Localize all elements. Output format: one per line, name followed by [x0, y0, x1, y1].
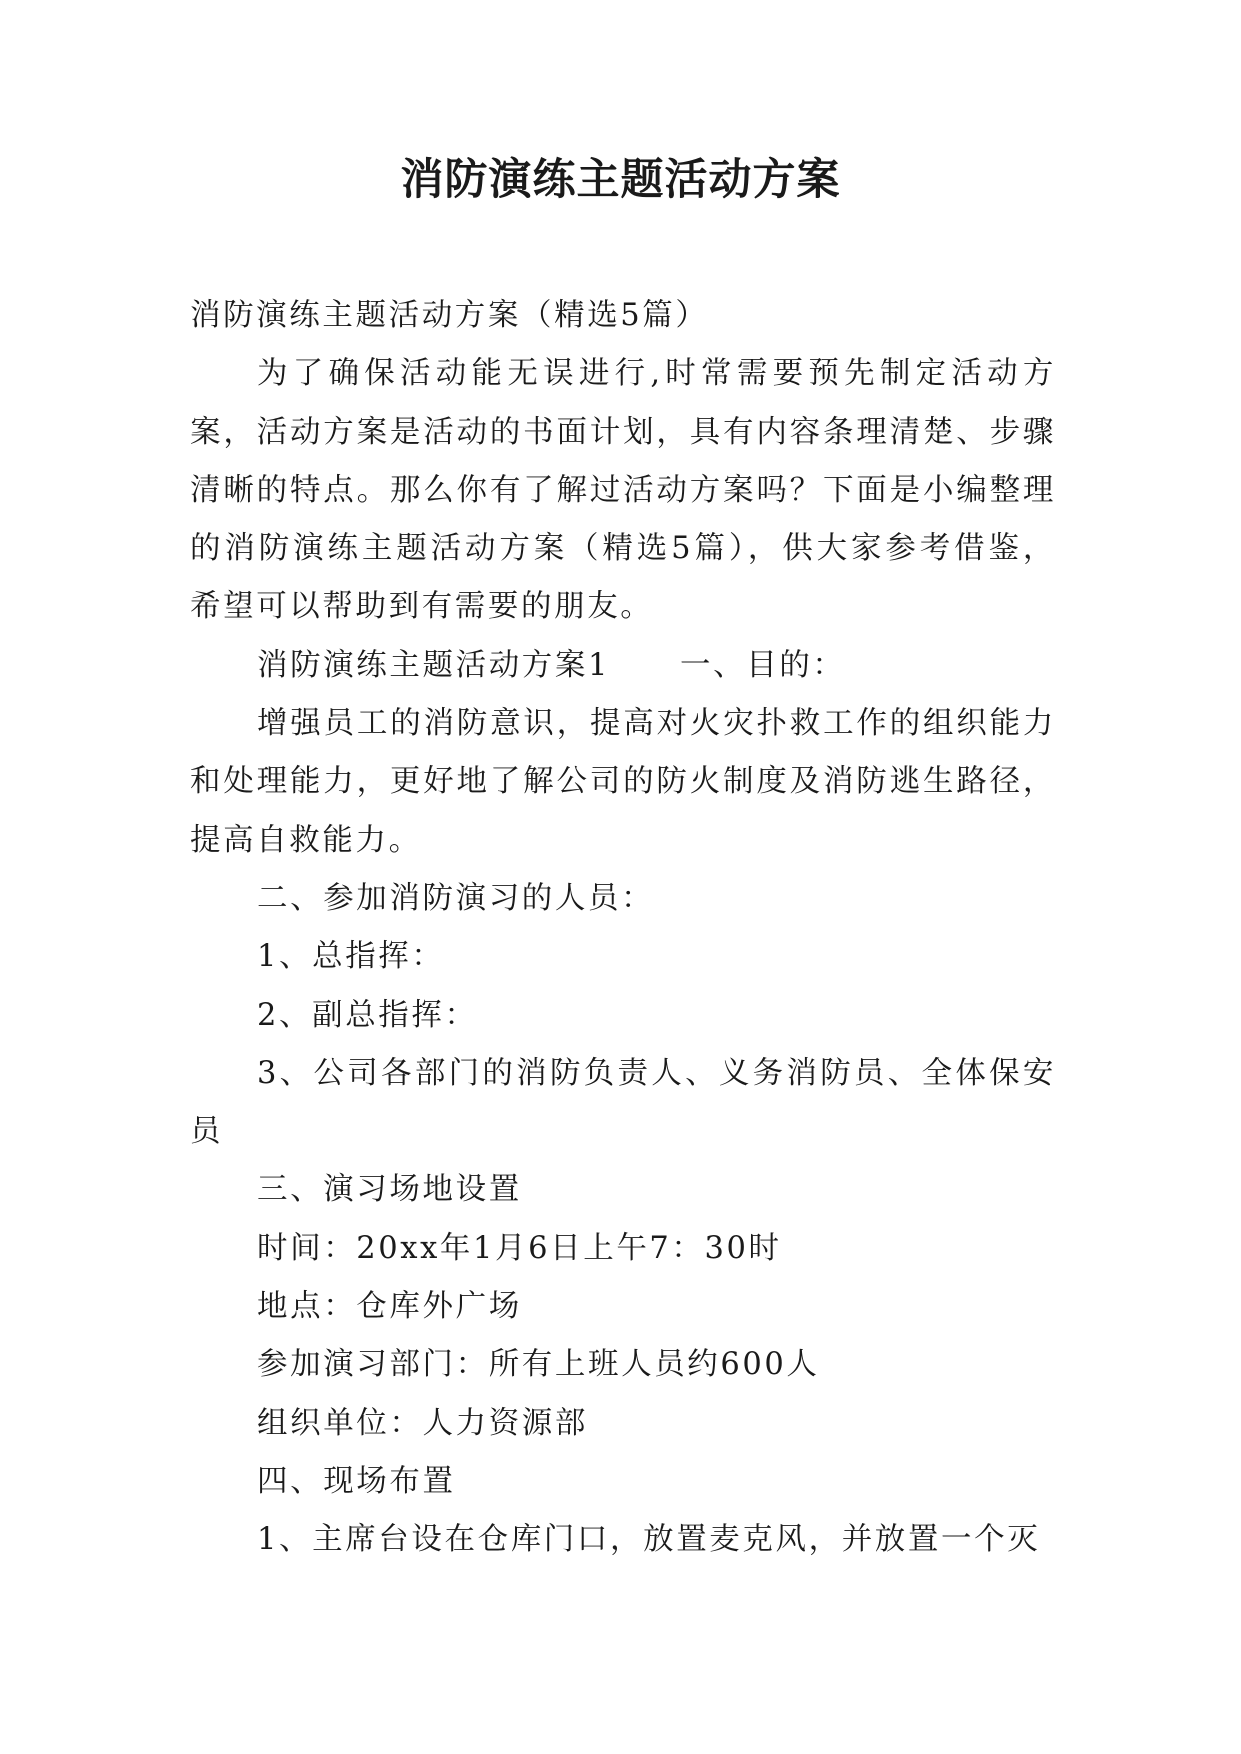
paragraph-organizer: 组织单位：人力资源部	[257, 1405, 588, 1441]
paragraph-staff: 3、公司各部门的消防负责人、义务消防员、全体保安员	[190, 1055, 1056, 1150]
paragraph-deputy-commander: 2、副总指挥：	[257, 997, 478, 1033]
paragraph-purpose: 增强员工的消防意识，提高对火灾扑救工作的组织能力和处理能力，更好地了解公司的防火制度及消防逃生路径，提高自救能力。	[190, 706, 1056, 858]
paragraph-departments: 参加演习部门：所有上班人员约600人	[257, 1347, 820, 1383]
paragraph-subtitle: 消防演练主题活动方案（精选5篇）	[190, 298, 709, 333]
purpose-heading-text: 一、目的：	[680, 647, 846, 683]
plan-heading-text: 消防演练主题活动方案1	[257, 647, 611, 683]
paragraph-podium: 1、主席台设在仓库门口，放置麦克风，并放置一个灭	[257, 1522, 1041, 1558]
document-body	[190, 287, 1056, 1570]
paragraph-location: 地点：仓库外广场	[257, 1289, 522, 1325]
paragraph-intro: 为了确保活动能无误进行,时常需要预先制定活动方案，活动方案是活动的书面计划，具有内容条理清楚、步骤清晰的特点。那么你有了解过活动方案吗？下面是小编整理的消防演练主题活动方案（精选5篇），供大家参考借鉴，希望可以帮助到有需要的朋友。	[190, 356, 1056, 625]
document-title: 消防演练主题活动方案	[400, 155, 841, 205]
paragraph-venue-heading: 三、演习场地设置	[257, 1172, 522, 1208]
paragraph-plan-heading	[190, 637, 1056, 695]
paragraph-participants-heading: 二、参加消防演习的人员：	[257, 880, 655, 916]
paragraph-layout-heading: 四、现场布置	[257, 1463, 456, 1499]
paragraph-commander: 1、总指挥：	[257, 939, 445, 975]
paragraph-time: 时间：20xx年1月6日上午7：30时	[257, 1230, 782, 1266]
